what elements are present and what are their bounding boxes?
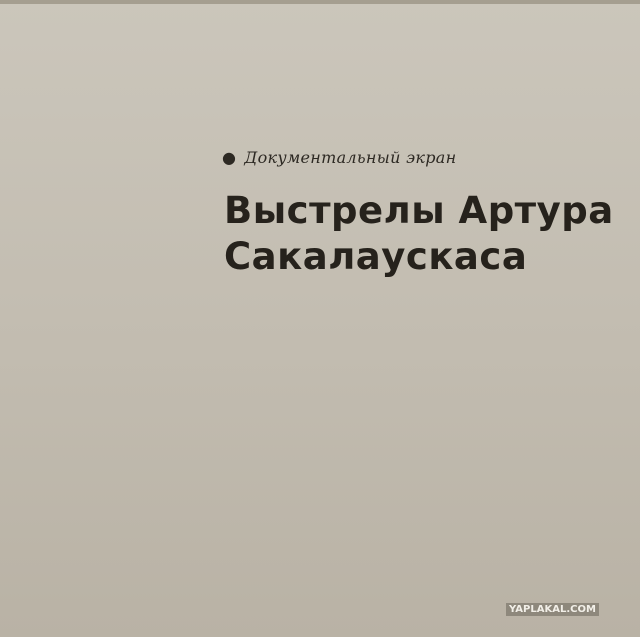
paper-edge	[0, 0, 640, 4]
bullet-icon: ●	[222, 148, 237, 167]
site-watermark: YAPLAKAL.COM	[506, 603, 599, 616]
column-right-top	[424, 8, 632, 138]
column-middle-top	[216, 8, 412, 138]
column-left	[6, 8, 206, 630]
column-middle-bottom	[216, 282, 412, 632]
section-kicker	[222, 148, 602, 167]
kicker-text: Документальный экран	[244, 148, 457, 167]
headline: Выстрелы Артура Сакалаускаса	[224, 189, 614, 278]
column-right-bottom	[424, 282, 632, 582]
